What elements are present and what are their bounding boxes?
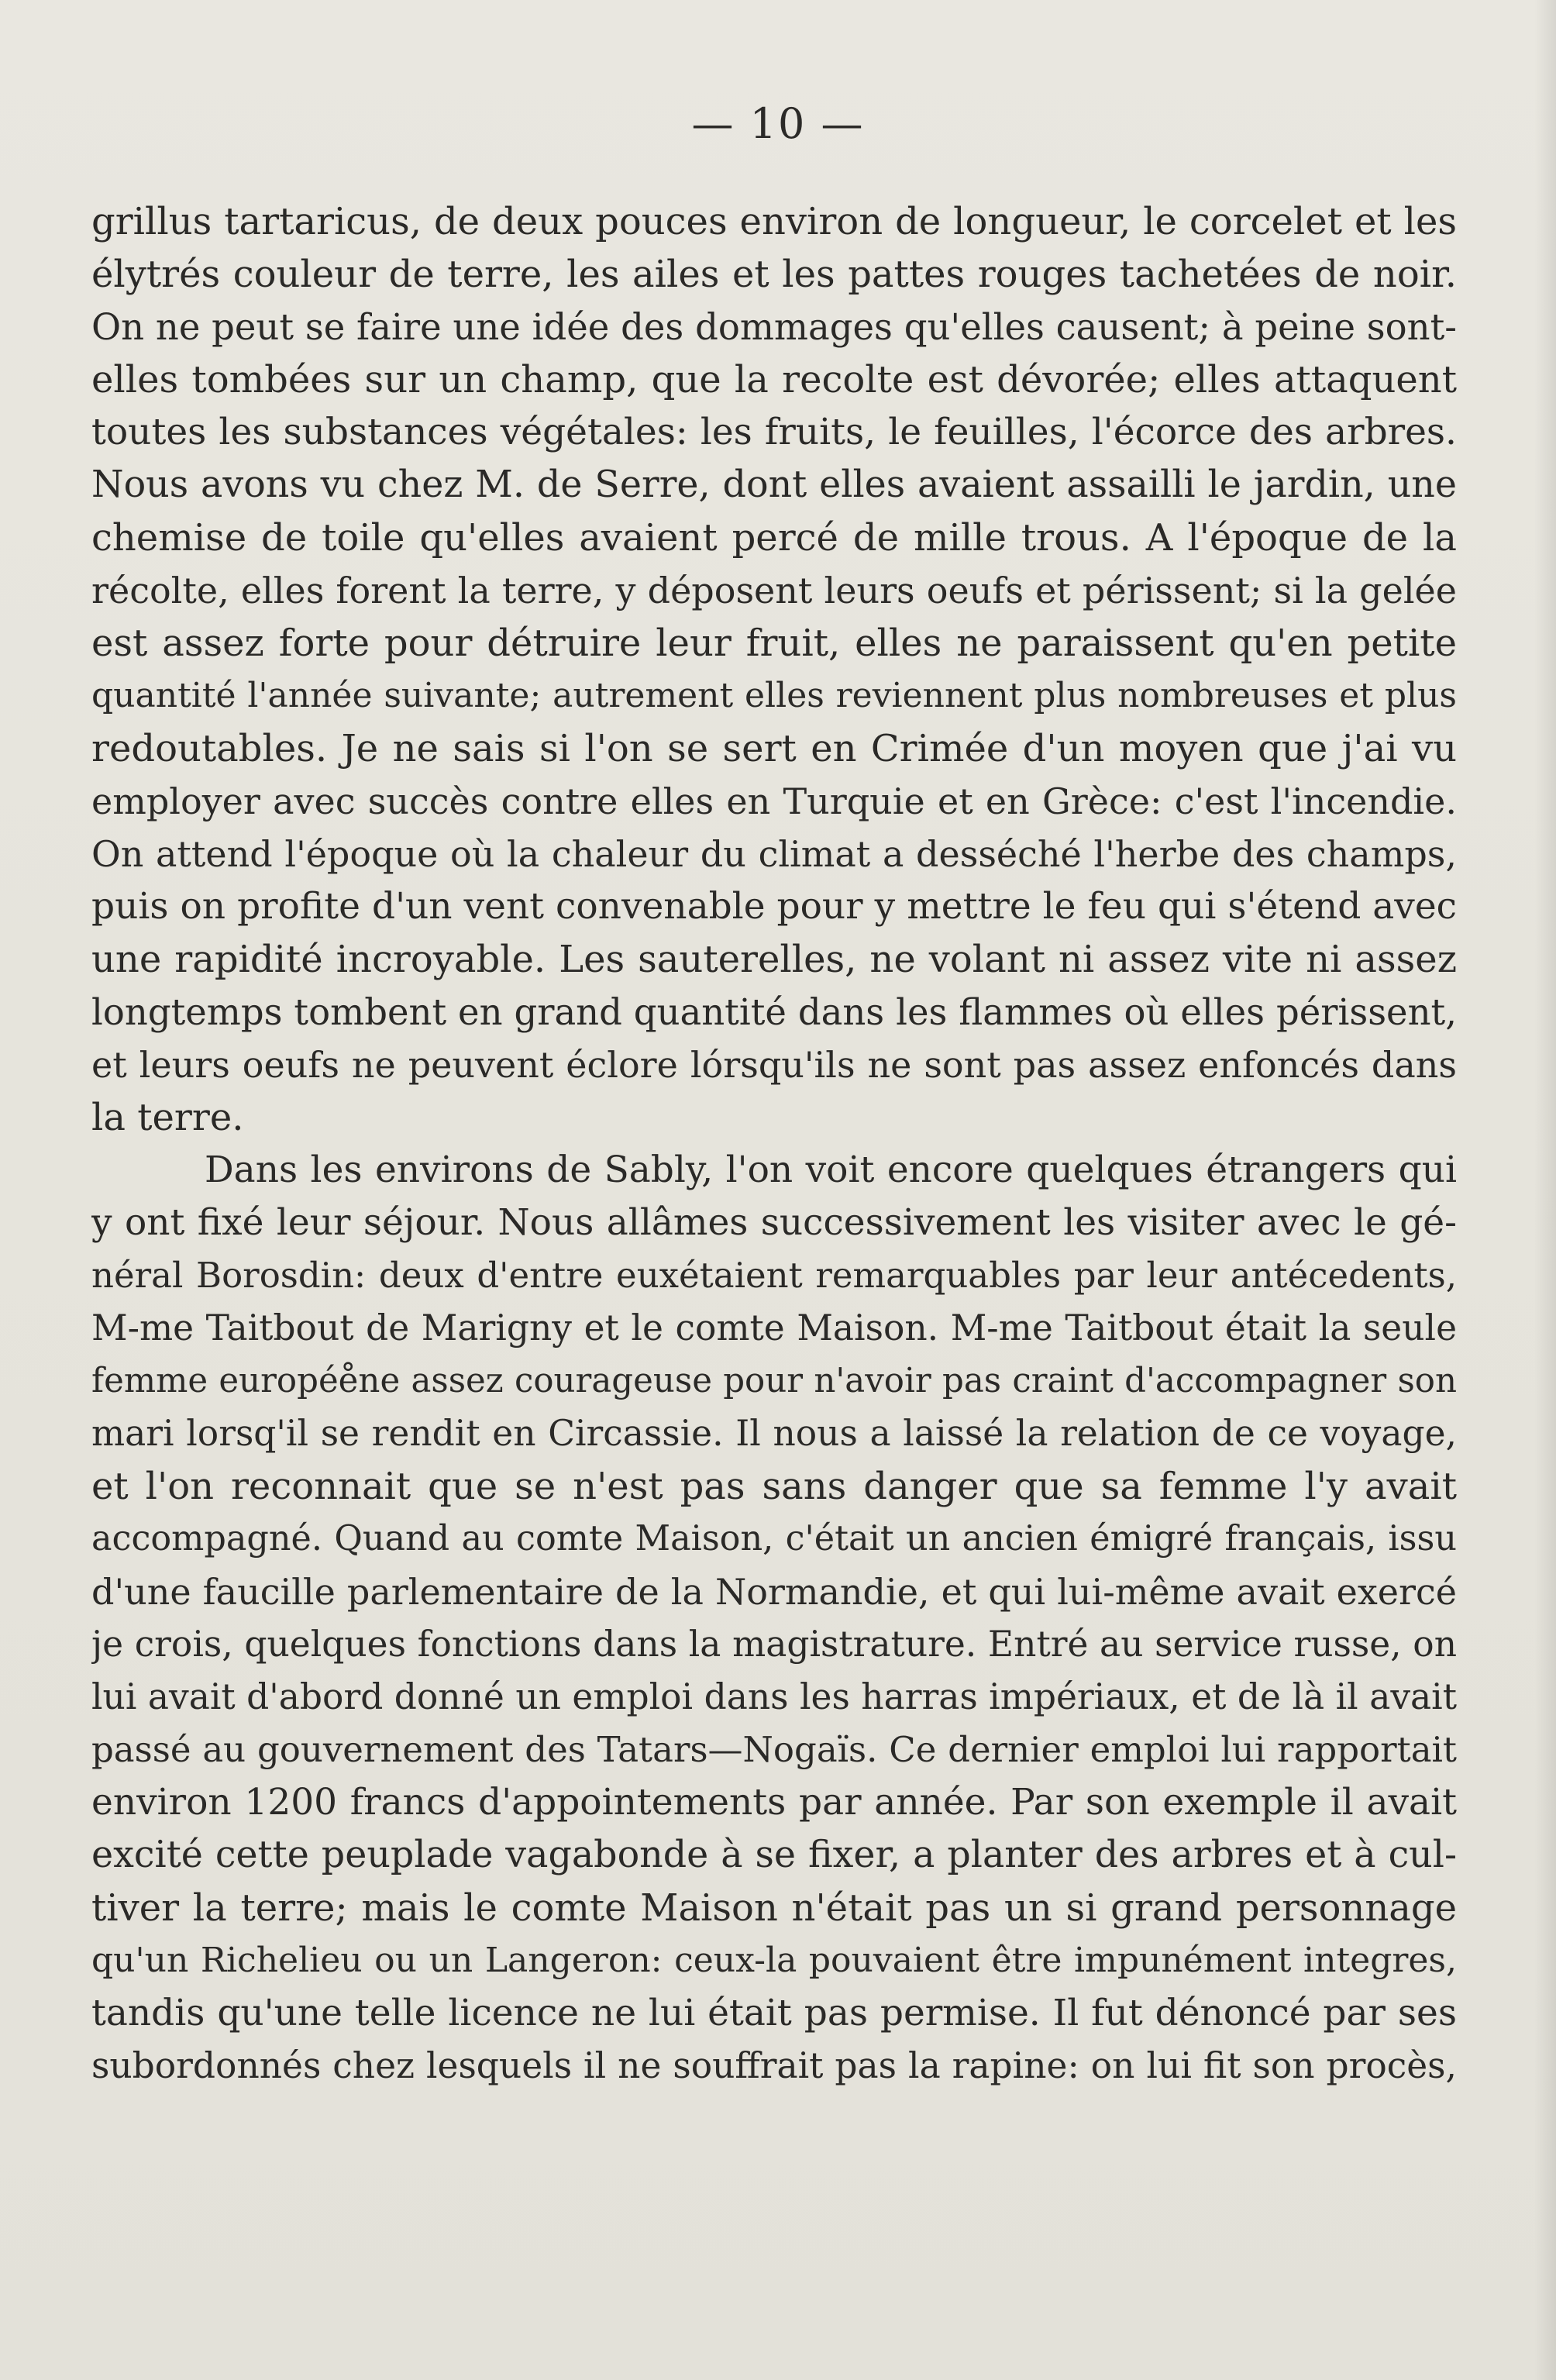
text-line: subordonnés chez lesquels il ne souffrait pas la rapine: on lui fit son procès, bbox=[91, 2045, 1457, 2086]
text-line: une rapidité incroyable. Les sauterelles, ne volant ni assez vite ni assez bbox=[91, 938, 1457, 981]
text-line: est assez forte pour détruire leur fruit, elles ne paraissent qu'en petite bbox=[91, 622, 1457, 665]
text-line: la terre. bbox=[91, 1096, 244, 1139]
text-line: longtemps tombent en grand quantité dans les flammes où elles périssent, bbox=[91, 991, 1457, 1033]
text-line: lui avait d'abord donné un emploi dans les harras impériaux, et de là il avait bbox=[91, 1676, 1457, 1717]
text-line: redoutables. Je ne sais si l'on se sert en Crimée d'un moyen que j'ai vu bbox=[91, 727, 1457, 770]
text-line: On ne peut se faire une idée des dommages qu'elles causent; à peine sont- bbox=[91, 306, 1457, 348]
text-line: On attend l'époque où la chaleur du climat a desséché l'herbe des champs, bbox=[91, 833, 1457, 875]
page-number: — 10 — bbox=[691, 99, 865, 148]
text-line: et leurs oeufs ne peuvent éclore lórsqu'ils ne sont pas assez enfoncés dans bbox=[91, 1044, 1457, 1086]
text-line: environ 1200 francs d'appointements par année. Par son exemple il avait bbox=[91, 1781, 1457, 1824]
text-line: récolte, elles forent la terre, y déposent leurs oeufs et périssent; si la gelée bbox=[91, 570, 1457, 611]
text-line: employer avec succès contre elles en Turquie et en Grèce: c'est l'incendie. bbox=[91, 780, 1457, 822]
text-line: et l'on reconnait que se n'est pas sans danger que sa femme l'y avait bbox=[91, 1465, 1457, 1508]
text-line: Dans les environs de Sably, l'on voit encore quelques étrangers qui bbox=[205, 1149, 1457, 1191]
text-line: tiver la terre; mais le comte Maison n'était pas un si grand personnage bbox=[91, 1886, 1457, 1930]
text-line: je crois, quelques fonctions dans la magistrature. Entré au service russe, on bbox=[91, 1624, 1457, 1665]
text-line: accompagné. Quand au comte Maison, c'était un ancien émigré français, issu bbox=[91, 1519, 1457, 1559]
page-edge-shadow bbox=[1534, 0, 1556, 2380]
body-text bbox=[91, 195, 1457, 2092]
text-line: élytrés couleur de terre, les ailes et les pattes rouges tachetées de noir. bbox=[91, 253, 1457, 296]
text-line: excité cette peuplade vagabonde à se fixer, a planter des arbres et à cul- bbox=[91, 1834, 1457, 1876]
text-line: Nous avons vu chez M. de Serre, dont elles avaient assailli le jardin, une bbox=[91, 463, 1457, 506]
text-line: qu'un Richelieu ou un Langeron: ceux-la pouvaient être impunément integres, bbox=[91, 1941, 1457, 1980]
text-line: tandis qu'une telle licence ne lui était pas permise. Il fut dénoncé par ses bbox=[91, 1992, 1457, 2034]
text-line: y ont fixé leur séjour. Nous allâmes successivement les visiter avec le gé- bbox=[91, 1201, 1457, 1244]
text-line: quantité l'année suivante; autrement elles reviennent plus nombreuses et plus bbox=[91, 676, 1457, 715]
paragraph-2 bbox=[91, 1144, 1457, 2092]
text-line: puis on profite d'un vent convenable pour y mettre le feu qui s'étend avec bbox=[91, 885, 1457, 928]
text-line: toutes les substances végétales: les fruits, le feuilles, l'écorce des arbres. bbox=[91, 411, 1457, 453]
paragraph-1 bbox=[91, 195, 1457, 1144]
text-line: M-me Taitbout de Marigny et le comte Maison. M-me Taitbout était la seule bbox=[91, 1307, 1457, 1348]
text-line: femme europée̊ne assez courageuse pour n'avoir pas craint d'accompagner son bbox=[91, 1362, 1457, 1400]
text-line: néral Borosdin: deux d'entre euxétaient remarquables par leur antécedents, bbox=[91, 1255, 1457, 1296]
text-line: chemise de toile qu'elles avaient percé de mille trous. A l'époque de la bbox=[91, 516, 1457, 560]
text-line: mari lorsq'il se rendit en Circassie. Il nous a laissé la relation de ce voyage, bbox=[91, 1413, 1457, 1454]
text-line: grillus tartaricus, de deux pouces environ de longueur, le corcelet et les bbox=[91, 200, 1457, 243]
text-line: elles tombées sur un champ, que la recolte est dévorée; elles attaquent bbox=[91, 358, 1457, 401]
text-line: passé au gouvernement des Tatars—Nogaïs. Ce dernier emploi lui rapportait bbox=[91, 1729, 1457, 1770]
text-line: d'une faucille parlementaire de la Normandie, et qui lui-même avait exercé bbox=[91, 1571, 1457, 1613]
